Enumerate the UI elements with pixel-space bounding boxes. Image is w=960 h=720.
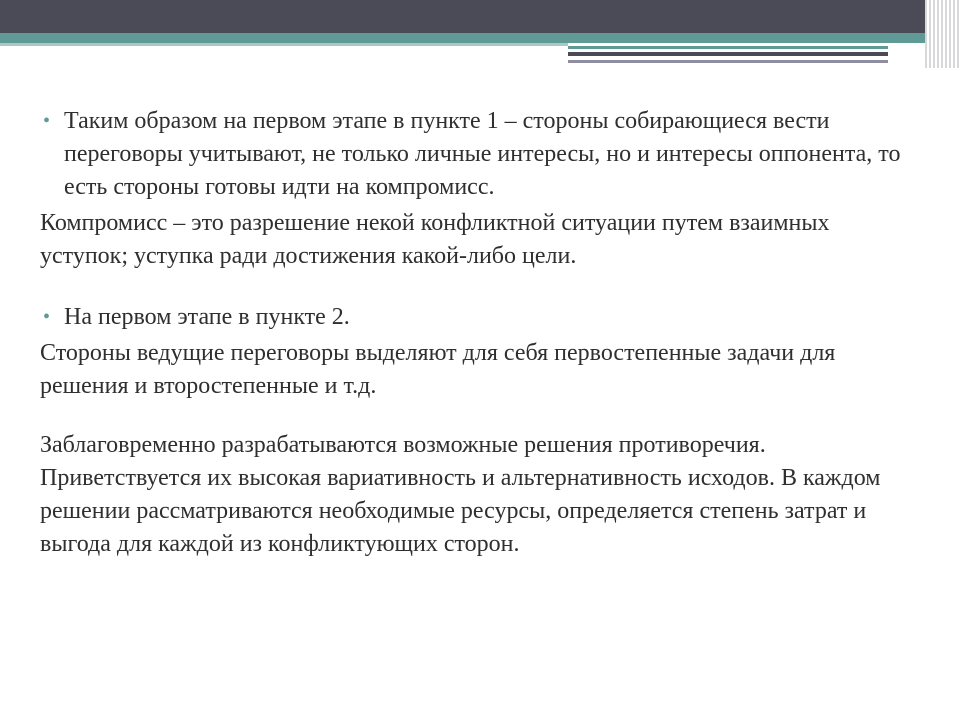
solutions-paragraph: Заблаговременно разрабатываются возможные решения противоречия. Приветствуется их высокая вариативность и альтернативность исходов. В каждом решении рассматриваются необходимые ресурсы, определяется степень затрат и выгода для каждой из конфликтующих сторон.: [40, 432, 881, 557]
bullet-item-2-text: На первом этапе в пункте 2.: [64, 304, 350, 330]
bullet-item-1: [40, 105, 920, 204]
slide-content: [40, 105, 920, 561]
header-step-line-gray: [568, 60, 888, 63]
bullet-dot-icon: •: [43, 306, 51, 328]
header-step-line-dark: [568, 52, 888, 56]
bullet-item-2: [40, 301, 920, 334]
header-step-line-teal: [568, 46, 888, 49]
header-band-teal: [0, 33, 960, 43]
header-band-teal-light: [0, 43, 570, 46]
header-stripes-decoration: [925, 0, 960, 68]
priorities-paragraph: Стороны ведущие переговоры выделяют для себя первостепенные задачи для решения и второстепенные и т.д.: [40, 340, 836, 399]
header-band-dark: [0, 0, 960, 33]
bullet-dot-icon: •: [43, 110, 51, 132]
definition-paragraph: Компромисс – это разрешение некой конфликтной ситуации путем взаимных уступок; уступка ради достижения какой-либо цели.: [40, 210, 830, 269]
bullet-item-1-text: Таким образом на первом этапе в пункте 1 – стороны собирающиеся вести переговоры учитывают, не только личные интересы, но и интересы оппонента, то есть стороны готовы идти на компромисс.: [64, 108, 901, 200]
